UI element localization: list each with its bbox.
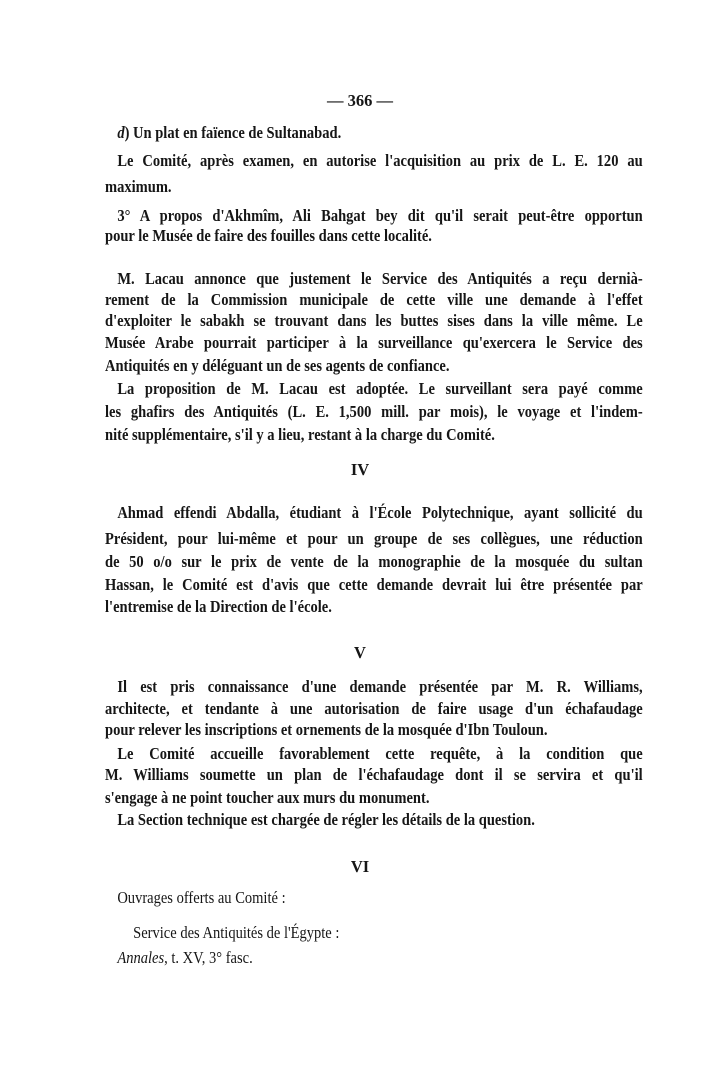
paragraph-line: d'exploiter le sabakh se trouvant dans les buttes sises dans la ville même. Le <box>105 311 643 330</box>
offered-heading: Ouvrages offerts au Comité : <box>117 888 286 907</box>
section-heading-v: V <box>354 643 366 662</box>
offered-item <box>105 947 643 969</box>
paragraph-line: les ghafirs des Antiquités (L. E. 1,500 mill. par mois), le voyage et l'indem- <box>105 402 643 421</box>
paragraph-line: Il est pris connaissance d'une demande présentée par M. R. Williams, <box>117 677 643 696</box>
paragraph-line: architecte, et tendante à une autorisation de faire usage d'un échafaudage <box>105 699 643 718</box>
page-number: — 366 — <box>327 91 393 110</box>
paragraph-line: Le Comité accueille favorablement cette requête, à la condition que <box>117 744 643 763</box>
paragraph-line: pour relever les inscriptions et ornements de la mosquée d'Ibn Touloun. <box>105 720 548 739</box>
paragraph-line: Président, pour lui-même et pour un groupe de ses collègues, une réduction <box>105 529 643 548</box>
paragraph-line: Ahmad effendi Abdalla, étudiant à l'École Polytechnique, ayant sollicité du <box>117 503 643 522</box>
paragraph-line: rement de la Commission municipale de cette ville une demande à l'effet <box>105 290 643 309</box>
paragraph-line: Musée Arabe pourrait participer à la surveillance qu'exercera le Service des <box>105 333 643 352</box>
paragraph-line: maximum. <box>105 177 172 196</box>
paragraph-line: nité supplémentaire, s'il y a lieu, restant à la charge du Comité. <box>105 425 495 444</box>
paragraph-line: l'entremise de la Direction de l'école. <box>105 597 332 616</box>
paragraph-line: M. Lacau annonce que justement le Service des Antiquités a reçu dernià- <box>117 269 643 288</box>
item-d <box>105 122 643 144</box>
paragraph-line: Hassan, le Comité est d'avis que cette demande devrait lui être présentée par <box>105 575 643 594</box>
section-heading-iv: IV <box>350 460 370 479</box>
paragraph-line: La Section technique est chargée de régler les détails de la question. <box>117 810 535 829</box>
paragraph-line: pour le Musée de faire des fouilles dans cette localité. <box>105 226 432 245</box>
item-text: ) Un plat en faïence de Sultanabad. <box>124 123 342 142</box>
paragraph-line: Le Comité, après examen, en autorise l'acquisition au prix de L. E. 120 au <box>117 151 643 170</box>
item-label: d <box>117 123 125 142</box>
paragraph-line: Antiquités en y déléguant un de ses agents de confiance. <box>105 356 450 375</box>
publication-title: Annales <box>117 948 165 967</box>
paragraph-line: M. Williams soumette un plan de l'échafaudage dont il se servira et qu'il <box>105 765 643 784</box>
offered-source: Service des Antiquités de l'Égypte : <box>133 923 340 942</box>
paragraph-line: 3° A propos d'Akhmîm, Ali Bahgat bey dit qu'il serait peut-être opportun <box>117 206 643 225</box>
paragraph-line: de 50 o/o sur le prix de vente de la monographie de la mosquée du sultan <box>105 552 643 571</box>
publication-volume: , t. XV, 3° fasc. <box>164 948 253 967</box>
paragraph-line: La proposition de M. Lacau est adoptée. Le surveillant sera payé comme <box>117 379 643 398</box>
section-heading-vi: VI <box>350 857 370 876</box>
paragraph-line: s'engage à ne point toucher aux murs du monument. <box>105 788 430 807</box>
